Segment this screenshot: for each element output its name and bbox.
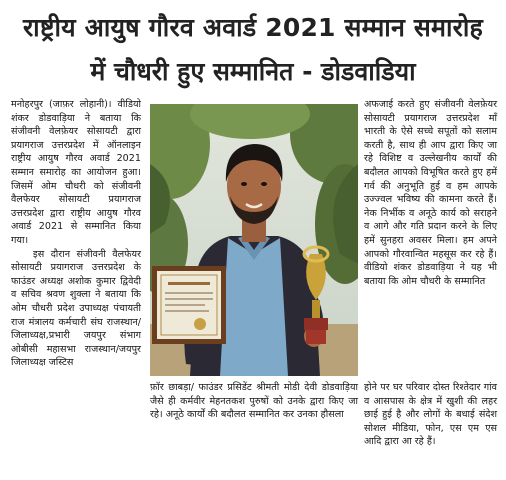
headline-line-1: राष्ट्रीय आयुष गौरव अवार्ड 2021 सम्मान समारोह bbox=[22, 13, 484, 42]
article-paragraph-5: होने पर घर परिवार दोस्त रिश्तेदार गांव व आसपास के क्षेत्र में खुशी की लहर छाई हुई है और लोगों के बधाई संदेश सोशल मीडिया, फोन, एस एम एस आदि द्वारा आ रहे हैं। bbox=[364, 382, 497, 448]
article-column-left bbox=[11, 98, 141, 370]
headline-line-2: में चौधरी हुए सम्मानित - डोडवाडिया bbox=[90, 57, 416, 86]
article-paragraph-3: फ़ॉर छाबड़ा/ फाउंडर प्रसिडेंट श्रीमती मोडी देवी डोडवाड़िया जैसे ही कर्मवीर मेहनतकश पुरुषों को उनके द्वारा किए जा रहे। अनूठे कार्यों की बदौलत सम्मानित कर उनका हौसला bbox=[150, 382, 358, 421]
article-paragraph-2: इस दौरान संजीवनी वैलफेयर सोसायटी प्रयागराज उत्तरप्रदेश के फाउंडर अध्यक्ष अशोक कुमार द्विवेदी व सचिव श्रवण शुक्ला ने बताया कि ओम चौधरी प्रदेश उपाध्यक्ष पंचायती राज मंत्रालय कर्मचारी संघ राजस्थान/जिलाध्यक्ष,प्रभारी जयपुर संभाग ओबीसी महासभा राजस्थान/जयपुर जिलाध्यक्ष जस्टिस bbox=[11, 248, 141, 369]
article-paragraph-4: अफजाई करते हुए संजीवनी वेलफ़ेयर सोसायटी प्रयागराज उत्तरप्रदेश माँ भारती के ऐसे सच्चे सपूतों को सलाम करती है, साथ ही आप द्वारा किए जा रहे विशिष्ट व उल्लेखनीय कार्यों की बदौलत आपको विभूषित करते हुए हमें गर्व की अनुभूति हुई व हम आपके उज्ज्वल भविष्य की कामना करते हैं। नेक निर्भीक व अनूठे कार्य को सराहने व आगे और गति प्रदान करने के लिए हमें सुनहरा अवसर मिला। हम अपने आपको गौरवान्वित महसूस कर रहे हैं। वीडियो शंकर डोडवाड़िया ने यह भी बताया कि ओम चौधरी के सम्मानित bbox=[364, 99, 497, 287]
headline bbox=[0, 6, 506, 94]
article-column-right-bottom bbox=[364, 381, 497, 449]
article-paragraph-1: मनोहरपुर (जाफ़र लोहानी)। वीडियो शंकर डोडवाड़िया ने बताया कि संजीवनी वेलफ़ेयर सोसायटी द्वारा प्रयागराज उत्तरप्रदेश में ऑनलाइन राष्ट्रीय आयुष गौरव अवार्ड 2021 सम्मान समारोह का आयोजन हुआ। जिसमें ओम चौधरी को संजीवनी वैलफेयर सोसायटी प्रयागराज उत्तरप्रदेश द्वारा राष्ट्रीय आयुष गौरव अवार्ड 2021 से सम्मानित किया गया। bbox=[11, 99, 141, 246]
award-photo-illustration bbox=[150, 104, 358, 376]
award-photo bbox=[150, 104, 358, 376]
certificate-frame bbox=[152, 266, 226, 344]
article-column-bottom bbox=[150, 381, 358, 422]
article-column-right bbox=[364, 98, 497, 288]
